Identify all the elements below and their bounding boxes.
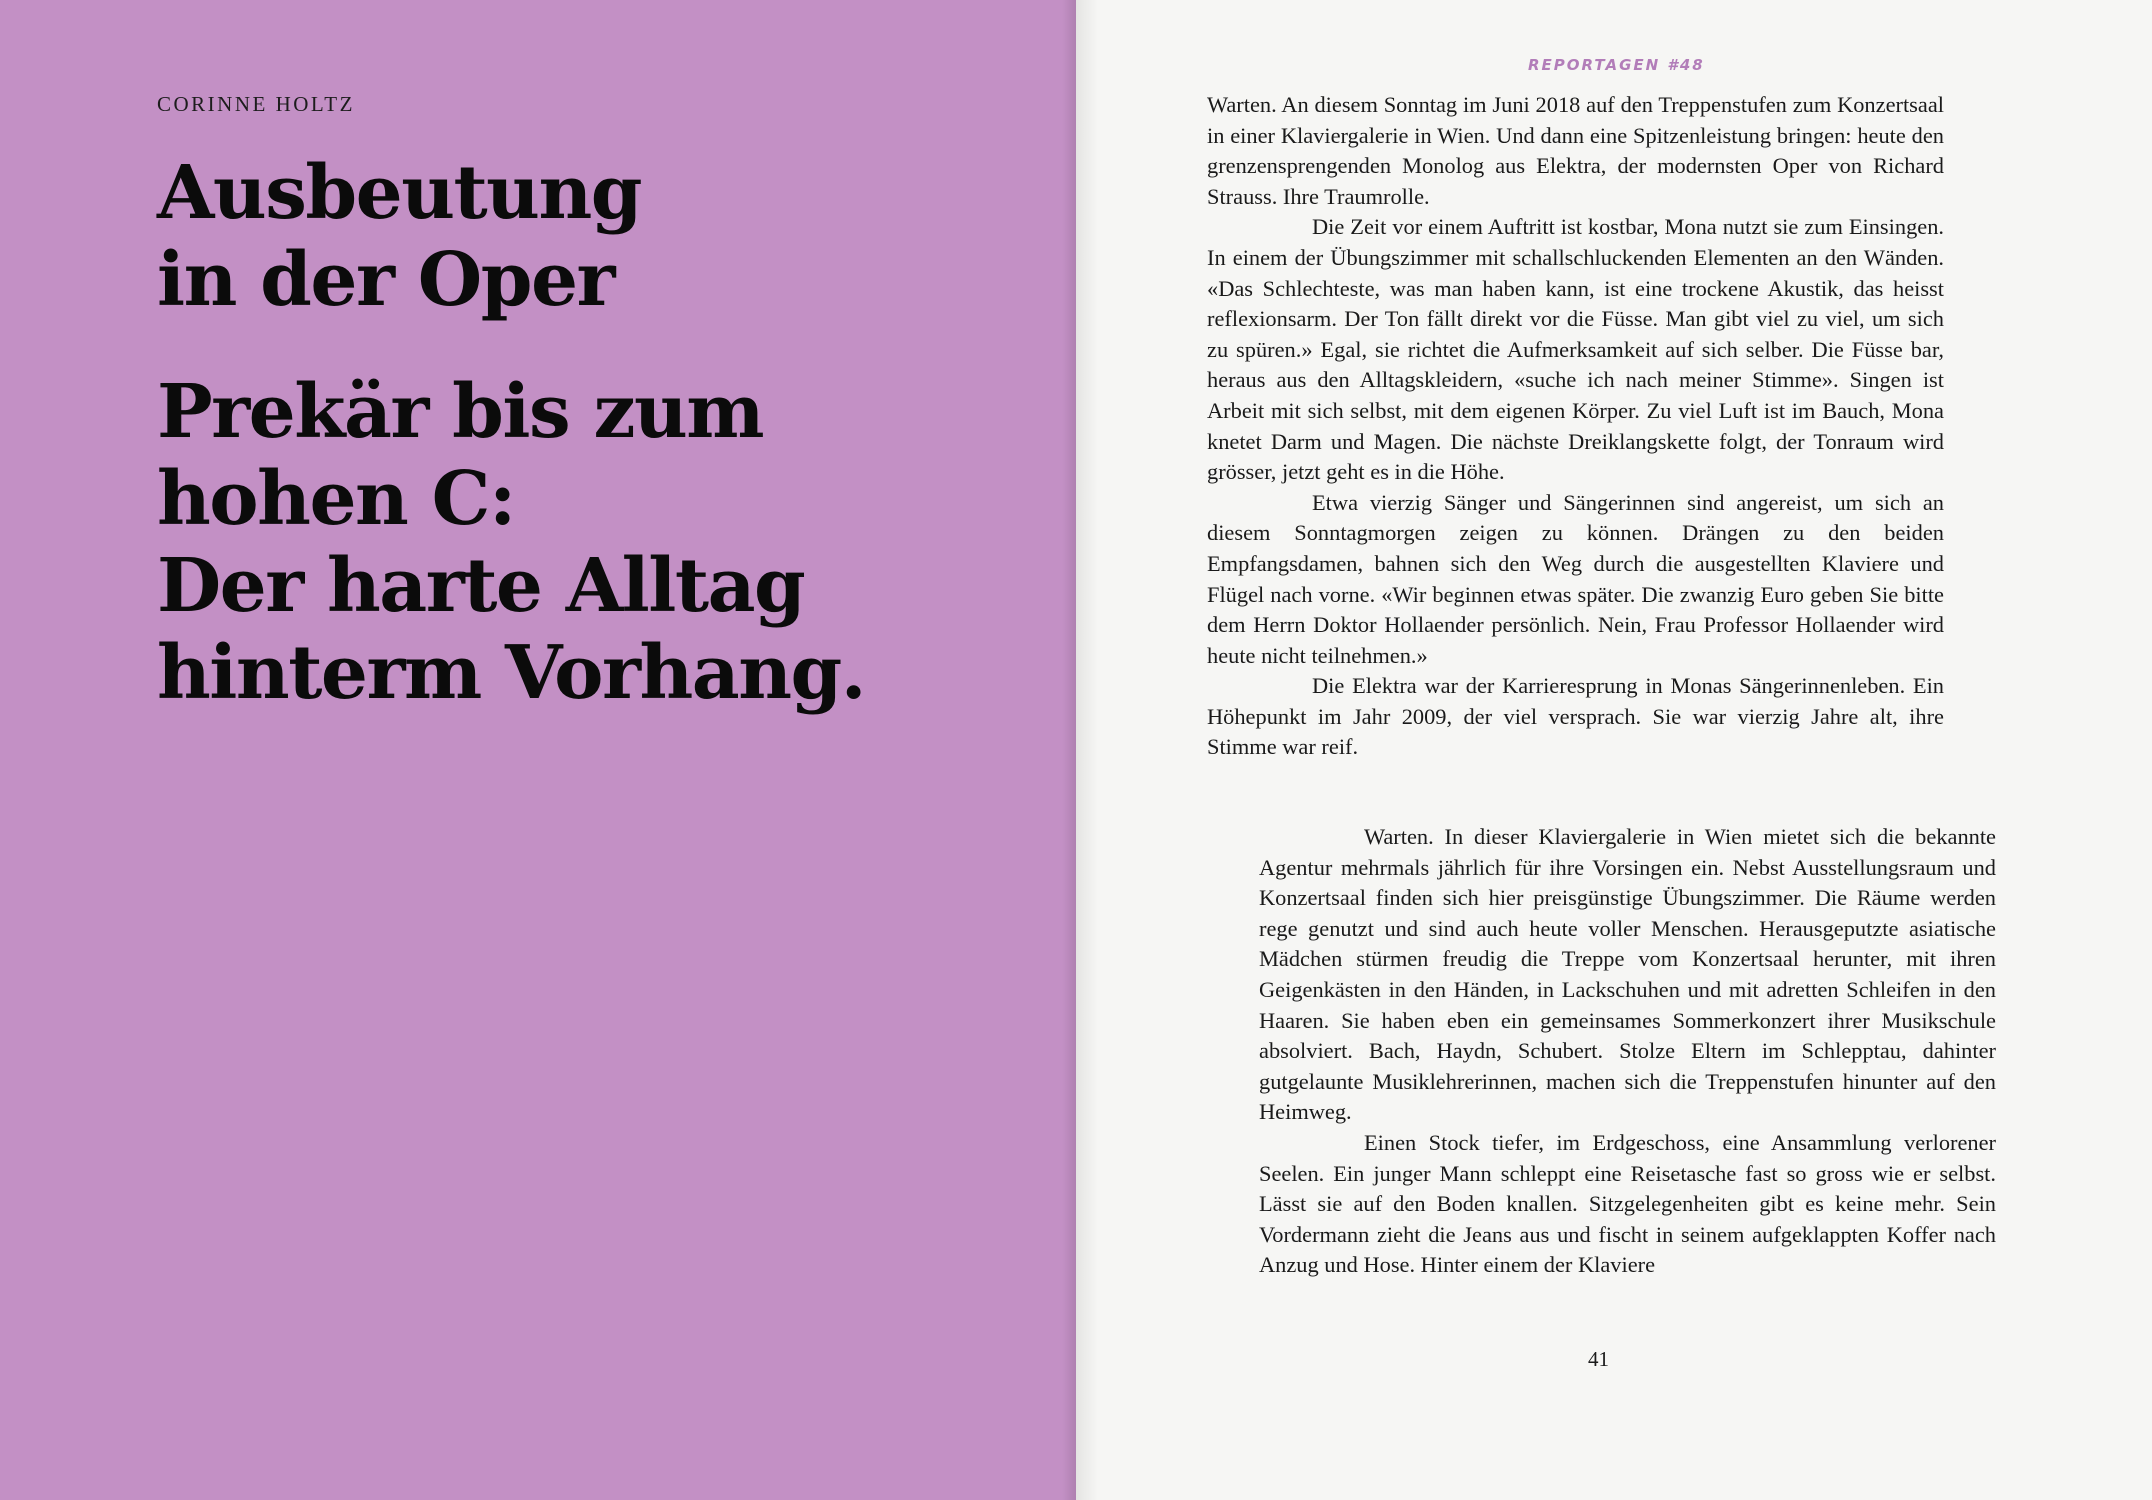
paragraph: Die Zeit vor einem Auftritt ist kostbar, Mona nutzt sie zum Einsingen. In einem der Übungszimmer mit schallschluckenden Elementen an den Wänden. «Das Schlechteste, was man haben kann, ist eine trockene Akustik, das heisst reflexionsarm. Der Ton fällt direkt vor die Füsse. Man gibt viel zu viel, um sich zu spüren.» Egal, sie richtet die Aufmerksamkeit auf sich selber. Die Füsse bar, heraus aus den Alltagskleidern, «suche ich nach meiner Stimme». Singen ist Arbeit mit sich selbst, mit dem eigenen Körper. Zu viel Luft ist im Bauch, Mona knetet Darm und Magen. Die nächste Dreiklangskette folgt, der Tonraum wird grösser, jetzt geht es in die Höhe.	[1207, 214, 1944, 485]
running-head: REPORTAGEN #48	[1528, 56, 1705, 74]
subtitle-line: Der harte Alltag	[157, 543, 805, 629]
page-fold-shadow	[1062, 0, 1076, 1500]
page-number: 41	[1588, 1347, 1609, 1371]
paragraph: Warten. In dieser Klaviergalerie in Wien mietet sich die bekannte Agentur mehrmals jährlich für ihre Vorsingen ein. Nebst Ausstellungsraum und Konzertsaal finden sich hier preisgünstige Übungszimmer. Die Räume werden rege genutzt und sind auch heute voller Menschen. Herausgeputzte asiatische Mädchen stürmen freudig die Treppe vom Konzertsaal herunter, mit ihren Geigenkästen in den Händen, in Lackschuhen und mit adretten Schleifen in den Haaren. Sie haben eben ein gemeinsames Sommerkonzert ihrer Musikschule absolviert. Bach, Haydn, Schubert. Stolze Eltern im Schlepptau, dahinter gutgelaunte Musiklehrerinnen, machen sich die Treppenstufen hinunter auf den Heimweg.	[1259, 824, 1996, 1125]
headline-subtitle	[157, 369, 1037, 717]
headline-line: Ausbeutung	[157, 150, 642, 236]
headline-line: in der Oper	[157, 237, 615, 323]
paragraph: Etwa vierzig Sänger und Sängerinnen sind angereist, um sich an diesem Sonntagmorgen zeigen zu können. Drängen zu den beiden Empfangsdamen, bahnen sich den Weg durch die ausgestellten Klaviere und Flügel nach vorne. «Wir beginnen etwas später. Die zwanzig Euro geben Sie bitte dem Herrn Doktor Hollaender persönlich. Nein, Frau Professor Hollaender wird heute nicht teilnehmen.»	[1207, 489, 1944, 668]
subtitle-line: hinterm Vorhang.	[157, 630, 866, 716]
headline-title	[157, 150, 1037, 324]
paragraph: Einen Stock tiefer, im Erdgeschoss, eine Ansammlung verlorener Seelen. Ein junger Mann schleppt eine Reisetasche fast so gross wie er selbst. Lässt sie auf den Boden knallen. Sitzgelegenheiten gibt es keine mehr. Sein Vordermann zieht die Jeans aus und fischt in seinem aufgeklappten Koffer nach Anzug und Hose. Hinter einem der Klaviere	[1259, 1129, 1996, 1278]
subtitle-line: hohen C:	[157, 456, 515, 542]
subtitle-line: Prekär bis zum	[157, 369, 764, 455]
paragraph: Warten. An diesem Sonntag im Juni 2018 auf den Treppenstufen zum Konzertsaal in einer Klaviergalerie in Wien. Und dann eine Spitzenleistung bringen: heute den grenzensprengenden Monolog aus Elektra, der modernsten Oper von Richard Strauss. Ihre Traumrolle.	[1207, 92, 1944, 209]
paragraph: Die Elektra war der Karrieresprung in Monas Sängerinnenleben. Ein Höhepunkt im Jahr 2009, der viel versprach. Sie war vierzig Jahre alt, ihre Stimme war reif.	[1207, 673, 1944, 760]
article-body-inset	[1259, 822, 1996, 1281]
page-fold-shadow-right	[1076, 0, 1098, 1500]
article-body-main	[1207, 90, 1944, 763]
author-name: CORINNE HOLTZ	[157, 92, 355, 116]
